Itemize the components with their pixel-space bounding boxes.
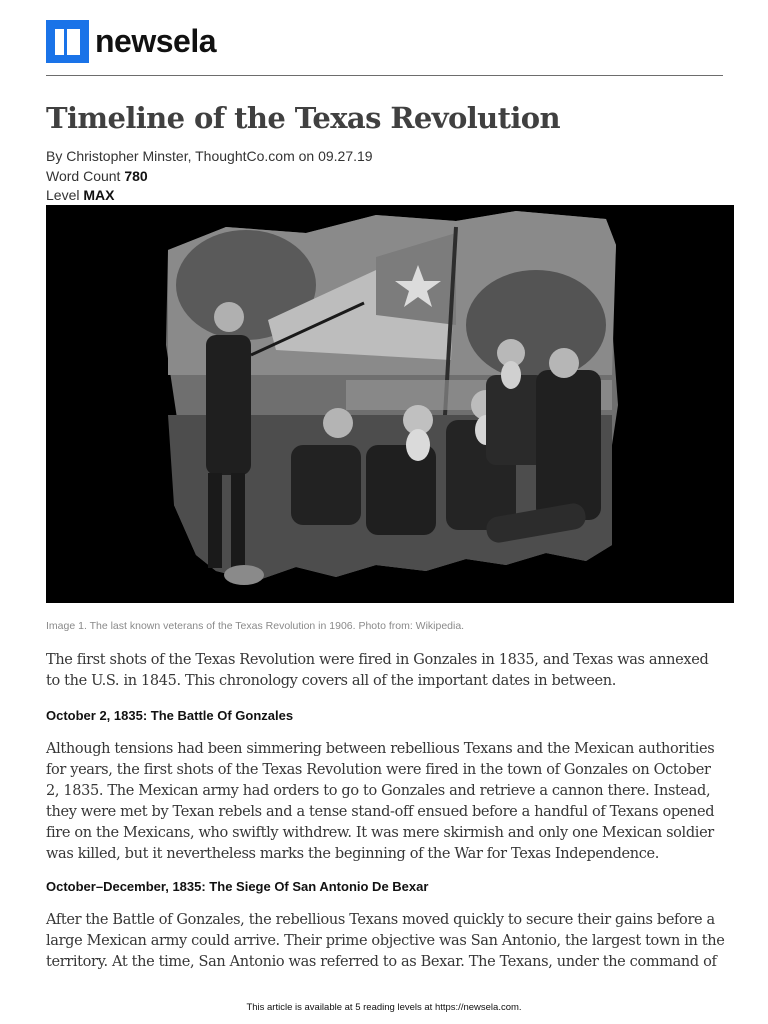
byline: By Christopher Minster, ThoughtCo.com on 09.27.19: [46, 148, 373, 164]
reading-level: [46, 186, 373, 206]
article-title: Timeline of the Texas Revolution: [46, 101, 561, 135]
level-value: MAX: [83, 187, 115, 203]
section-body-bexar: After the Battle of Gonzales, the rebellious Texans moved quickly to secure their gains before a large Mexican army could arrive. Their prime objective was San Antonio, the largest town in the territory. At the time, San Antonio was referred to as Bexar. The Texans, under the command of: [46, 912, 725, 971]
logo-text: newsela: [95, 23, 217, 59]
word-count-label: Word Count: [46, 167, 121, 184]
level-label: Level: [46, 187, 80, 203]
newsela-logo-icon: [46, 20, 89, 63]
word-count: [46, 167, 373, 187]
page-footer: This article is available at 5 reading levels at https://newsela.com.: [246, 1002, 522, 1013]
word-count-value: 780: [124, 167, 148, 184]
page-header: [46, 20, 723, 76]
section-heading-bexar: October–December, 1835: The Siege Of San Antonio De Bexar: [46, 879, 429, 894]
image-caption: Image 1. The last known veterans of the Texas Revolution in 1906. Photo from: Wikipedia.: [46, 620, 465, 632]
article-photo: [46, 205, 734, 603]
intro-paragraph: The first shots of the Texas Revolution were fired in Gonzales in 1835, and Texas was annexed to the U.S. in 1845. This chronology covers all of the important dates in between.: [46, 652, 709, 690]
newsela-logo[interactable]: [46, 20, 216, 63]
section-heading-gonzales: October 2, 1835: The Battle Of Gonzales: [46, 708, 294, 723]
section-body-gonzales: Although tensions had been simmering between rebellious Texans and the Mexican authorities for years, the first shots of the Texas Revolution were fired in the town of Gonzales on October 2, 1835. The Mexican army had orders to go to Gonzales and retrieve a cannon there. Instead, they were met by Texan rebels and a tense stand-off ensued before a handful of Texans opened fire on the Mexicans, who swiftly withdrew. It was mere skirmish and only one Mexican soldier was killed, but it nevertheless marks the beginning of the War for Texas Independence.: [46, 741, 715, 863]
article-meta: [46, 147, 373, 206]
